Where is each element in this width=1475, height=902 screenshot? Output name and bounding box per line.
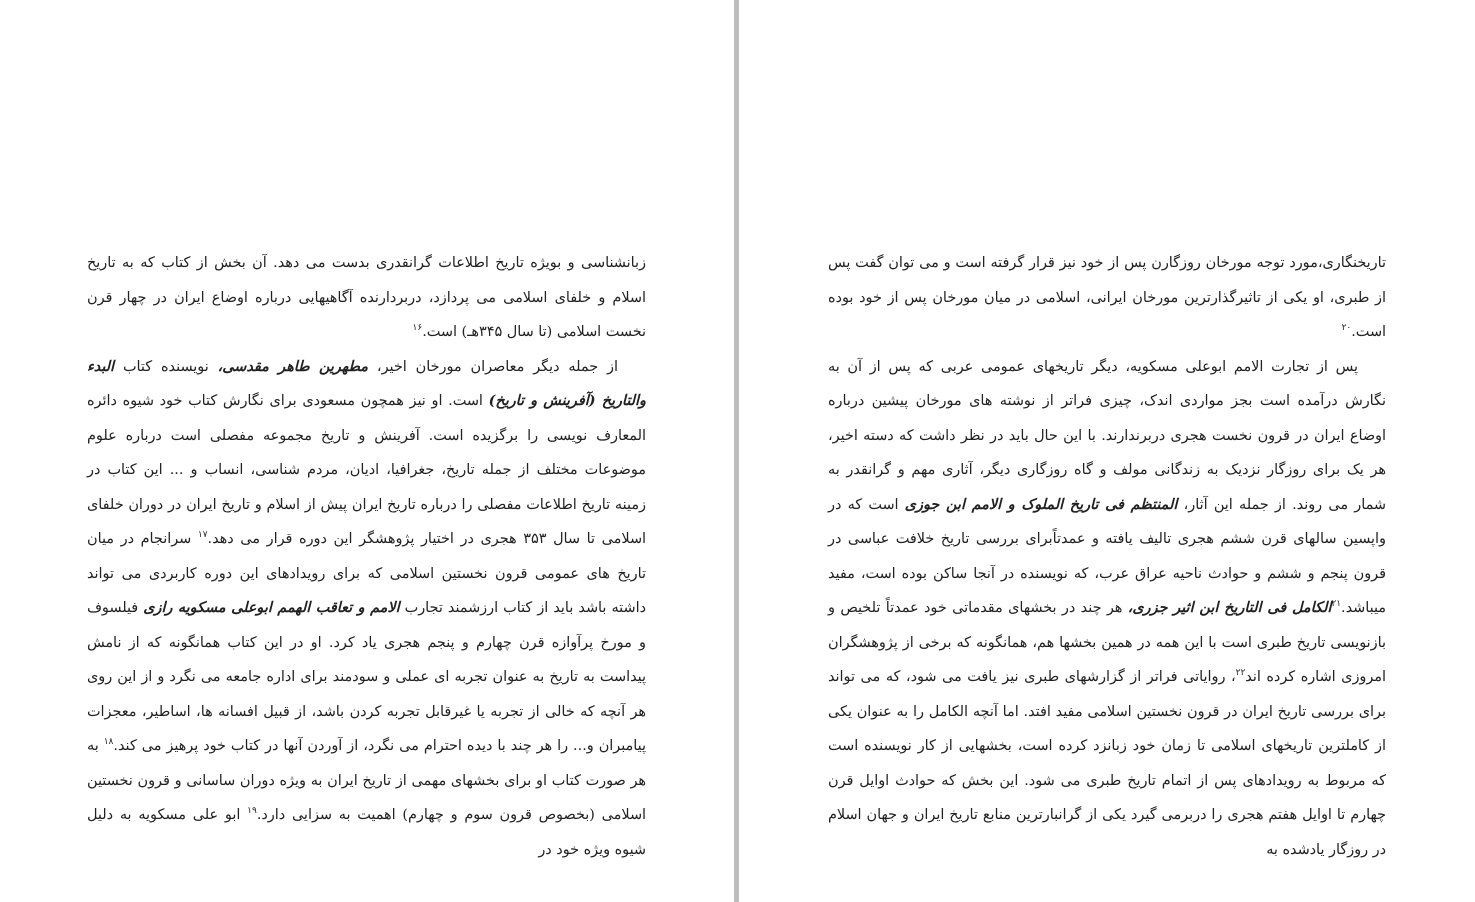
paragraph: [87, 246, 646, 350]
left-page-text: [87, 246, 646, 867]
text-run: نویسنده کتاب: [114, 358, 218, 375]
right-page-text: [828, 246, 1386, 867]
paragraph: [87, 350, 646, 868]
right-page: [739, 0, 1475, 902]
author-name: مطهرین طاهر مقدسی،: [217, 357, 369, 375]
text-run: از جمله دیگر معاصران مورخان اخیر،: [368, 358, 618, 375]
book-title: البدء والتاریخ (آفرینش و تاریخ): [87, 357, 646, 409]
book-title: المنتظم فی تاریخ الملوک و الامم ابن جوزی: [904, 495, 1178, 513]
footnote-marker[interactable]: ۱۹: [247, 806, 257, 816]
text-run: است که در واپسین سالهای قرن ششم هجری تالیف یافته و عمدتاًبرای بررسی تاریخ خلافت عباسی در قرون پنجم و ششم و حوادث ناحیه عراق عرب، که نویسنده در آنجا ساکن بوده است، مفید میباشد.: [828, 496, 1386, 616]
left-page: [0, 0, 734, 902]
footnote-marker[interactable]: ۲۰: [1341, 323, 1352, 333]
text-run: فیلسوف و مورخ پرآوازه قرن چهارم و پنجم هجری یاد کرد. او در این کتاب همانگونه که از نامش پیداست به تاریخ به عنوان تجربه ای عملی و سودمند برای اداره جامعه می نگرد و از این روی هر آنچه که خالی از تجربه یا غیرقابل تجربه کردن باشد، از قبیل افسانه ها، اساطیر، معجزات پیامبران و... را هر چند با دیده احترام می نگرد، از آوردن آنها در کتاب خود پرهیز می کند.: [87, 600, 646, 754]
text-run: ، روایاتی فراتر از گزارشهای طبری نیز یافت می شود، که می تواند برای بررسی تاریخ ایران در قرون نخستین اسلامی مفید افتد. اما آنچه الکامل را به عنوان یکی از کاملترین تاریخهای اسلامی تا زمان خود زبانزد کرده است، بخشهایی از کار نویسنده است که مربوط به رویدادهای پس از اتمام تاریخ طبری می شود. این بخش که حوادث اوایل قرن چهارم تا اوایل هفتم هجری را دربرمی گیرد یکی از گرانبارترین منابع تاریخ ایران و جهان اسلام در روزگار یادشده به: [828, 669, 1386, 858]
text-run: پس از تجارت الامم ابوعلی مسکویه، دیگر تاریخهای عمومی عربی که پس از آن به نگارش درآمده است بجز مواردی اندک، چیزی فراتر از نوشته های مورخان پیشین درباره اوضاع ایران در قرون نخست هجری دربرندارند. با این حال باید در نظر داشت که دسته اخیر، هر یک برای روزگار نزدیک به زندگانی مولف و گاه روزگاری دیگر، آثاری مهم و گرانقدر به شمار می روند. از جمله این آثار،: [828, 358, 1386, 513]
text-run: به هر صورت کتاب او برای بخشهای مهمی از تاریخ ایران به ویژه دوران ساسانی و قرون نخستین اسلامی (بخصوص قرون سوم و چهارم) اهمیت به سزایی دارد.: [87, 738, 646, 823]
book-title: الامم و تعاقب الهمم ابوعلی مسکویه رازی: [143, 599, 400, 616]
text-run: تاریخنگاری،مورد توجه مورخان روزگارن پس از خود نیز قرار گرفته است و می توان گفت پس از طبری، او یکی از تاثیرگذارترین مورخان ایرانی، اسلامی در میان مورخان پس از خود بوده است.: [828, 255, 1386, 340]
book-title: الکامل فی التاریخ ابن اثیر جزری،: [1127, 599, 1332, 616]
text-run: سرانجام در میان تاریخ های عمومی قرون نخستین اسلامی که برای رویدادهای این دوره کاربردی می تواند داشته باشد باید از کتاب ارزشمند تجارب: [87, 531, 646, 616]
footnote-marker[interactable]: ۱۶: [412, 323, 423, 333]
footnote-marker[interactable]: ۱۷: [197, 530, 208, 540]
paragraph: [828, 350, 1386, 868]
text-run: هر چند در بخشهای مقدماتی خود عمدتاً تلخیص و بازنویسی تاریخ طبری است با این همه در همین بخشها هم، همانگونه که برخی از پژوهشگران امروزی اشاره کرده اند: [828, 600, 1386, 685]
footnote-marker[interactable]: ۱۸: [103, 737, 114, 747]
text-run: است. او نیز همچون مسعودی برای نگارش کتاب خود شیوه دائره المعارف نویسی را برگزیده است. آفرینش و تاریخ مجموعه مفصلی است درباره علوم موضوعات مختلف از جمله تاریخ، جغرافیا، ادیان، مردم شناسی، انساب و ... این کتاب در زمینه تاریخ اطلاعات مفصلی را درباره تاریخ ایران پیش از اسلام و تاریخ ایران در دوران خلفای اسلامی تا سال ۳۵۳ هجری در اختیار پژوهشگر این دوره قرار می دهد.: [87, 393, 647, 547]
text-run: زبانشناسی و بویژه تاریخ اطلاعات گرانقدری بدست می دهد. آن بخش از کتاب که به تاریخ اسلام و خلفای اسلامی می پردازد، دربردارنده آگاهیهایی درباره اوضاع ایران در چهار قرن نخست اسلامی (تا سال ۳۴۵هـ) است.: [87, 255, 646, 340]
text-run: ابو علی مسکویه به دلیل شیوه ویژه خود در: [87, 807, 646, 858]
footnote-marker[interactable]: ۲۱: [1331, 599, 1342, 609]
paragraph: [828, 246, 1386, 350]
footnote-marker[interactable]: ۲۲: [1235, 668, 1246, 678]
